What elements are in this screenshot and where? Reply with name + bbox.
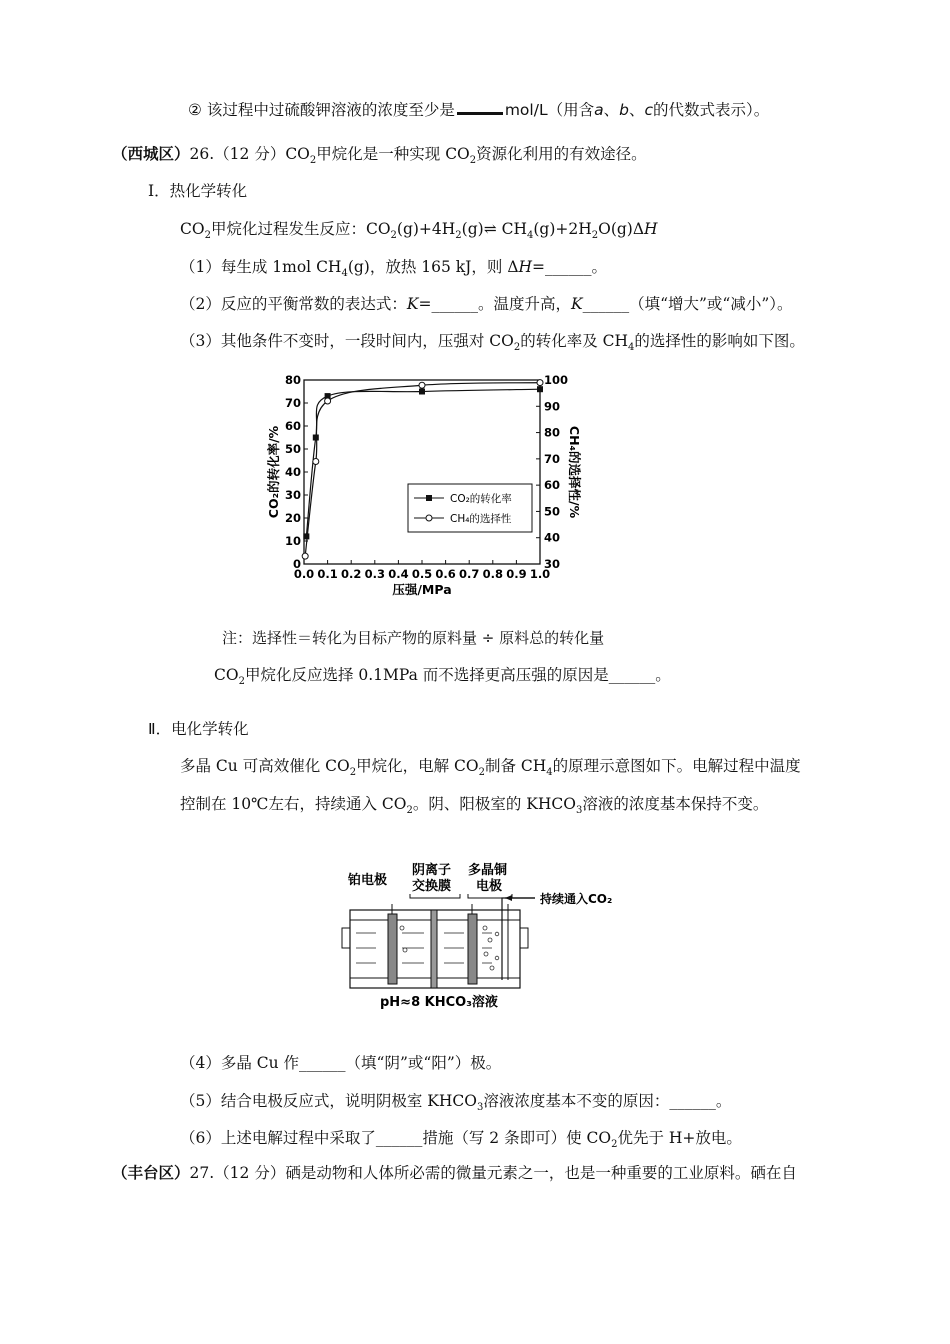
y-right-axis-label: CH₄的选择性/% — [567, 425, 582, 519]
pressure-chart — [262, 366, 602, 604]
label-solution: pH≈8 KHCO₃溶液 — [380, 995, 498, 1010]
y-left-tick-label: 0 — [292, 557, 301, 571]
y-right-tick-label: 100 — [544, 373, 569, 387]
intro-question-line: ② 该过程中过硫酸钾溶液的浓度至少是 mol/L（用含a、b、c的代数式表示）。 — [188, 101, 770, 119]
question-1: （1）每生成 1mol $CH_4(g)$，放热 165 kJ，则 ΔH=______。 — [180, 258, 608, 279]
electrolysis-cell-diagram — [340, 858, 640, 1018]
q27-heading: （丰台区）27.（12 分）硒是动物和人体所必需的微量元素之一，也是一种重要的工业原料。硒在自 — [112, 1163, 797, 1182]
x-tick-label: 0.8 — [482, 567, 503, 581]
question-6: （6）上述电解过程中采取了______措施（写 2 条即可）使 $CO_2$优先于 H+放电。 — [180, 1129, 742, 1150]
y-left-tick-label: 30 — [284, 488, 301, 502]
label-platinum-electrode: 铂电极 — [348, 873, 388, 888]
label-co2-inlet: 持续通入CO₂ — [540, 892, 613, 906]
ch4-selectivity-point — [302, 553, 308, 559]
y-right-tick-label: 80 — [544, 425, 561, 440]
electro-intro-line2: 控制在 10℃左右，持续通入 $CO_2$。阴、阳极室的 $KHCO_3$溶液的浓度基本保持不变。 — [180, 795, 769, 816]
ch4-selectivity-point — [325, 398, 331, 404]
q26-heading: （西城区）26.（12 分）$CO_2$甲烷化是一种实现 $CO_2$资源化利用的有效途径。 — [112, 144, 647, 166]
reaction-equation: $CO_2$甲烷化过程发生反应：$CO_2(g)+4H_2(g)\rightleftharpoons$ $CH_4(g)+2H_2O(g)\Delta H$ — [180, 220, 658, 241]
y-right-tick-label: 50 — [544, 504, 561, 519]
electro-intro-line1: 多晶 Cu 可高效催化 $CO_2$甲烷化，电解 $CO_2$制备 $CH_4$的原理示意图如下。电解过程中温度 — [180, 757, 801, 778]
selectivity-note: 注：选择性＝转化为目标产物的原料量 ÷ 原料总的转化量 — [222, 629, 605, 647]
legend-marker — [426, 495, 432, 501]
copper-electrode — [468, 914, 477, 984]
question-2: （2）反应的平衡常数的表达式：K=______。温度升高，K______（填“增大”或“减小”）。 — [180, 295, 793, 313]
y-right-tick-label: 90 — [544, 399, 561, 414]
y-left-tick-label: 70 — [284, 396, 301, 410]
x-tick-label: 0.1 — [317, 567, 338, 581]
legend-marker — [426, 515, 432, 521]
label-cu-2: 电极 — [476, 879, 503, 894]
y-left-tick-label: 80 — [284, 373, 301, 387]
legend-label: CH₄的选择性 — [450, 513, 512, 525]
x-tick-label: 0.6 — [435, 567, 456, 581]
answer-blank — [457, 102, 503, 115]
y-left-tick-label: 20 — [284, 511, 301, 525]
label-membrane-2: 交换膜 — [412, 879, 452, 894]
x-tick-label: 0.0 — [293, 567, 315, 581]
question-4: （4）多晶 Cu 作______（填“阴”或“阳”）极。 — [180, 1054, 502, 1072]
x-tick-label: 0.9 — [506, 567, 527, 581]
ch4-selectivity-point — [313, 458, 319, 464]
y-left-tick-label: 10 — [284, 534, 301, 548]
question-3-ask: $CO_2$甲烷化反应选择 0.1MPa 而不选择更高压强的原因是______。 — [214, 666, 671, 687]
co2-conversion-point — [537, 386, 543, 392]
x-tick-label: 1.0 — [529, 567, 551, 581]
y-left-tick-label: 50 — [284, 442, 301, 456]
ch4-selectivity-point — [537, 380, 543, 386]
y-right-tick-label: 60 — [544, 478, 561, 493]
label-cu-1: 多晶铜 — [468, 863, 508, 878]
y-right-tick-label: 40 — [544, 530, 561, 545]
label-membrane-1: 阴离子 — [412, 863, 452, 878]
question-3: （3）其他条件不变时，一段时间内，压强对 $CO_2$的转化率及 $CH_4$的选择性的影响如下图。 — [180, 332, 805, 353]
x-tick-label: 0.3 — [364, 567, 385, 581]
y-left-tick-label: 60 — [284, 419, 301, 433]
x-tick-label: 0.4 — [388, 567, 409, 581]
question-5: （5）结合电极反应式，说明阴极室 $KHCO_3$溶液浓度基本不变的原因：______。 — [180, 1092, 732, 1113]
x-tick-label: 0.5 — [411, 567, 433, 581]
co2-conversion-point — [419, 389, 425, 395]
y-left-axis-label: CO₂的转化率/% — [266, 425, 281, 519]
co2-conversion-point — [313, 435, 319, 441]
legend-label: CO₂的转化率 — [450, 493, 512, 505]
y-right-tick-label: 70 — [544, 451, 561, 466]
section-2-title: Ⅱ．电化学转化 — [148, 720, 249, 738]
x-tick-label: 0.7 — [459, 567, 480, 581]
section-1-title: Ⅰ．热化学转化 — [148, 182, 248, 200]
anion-exchange-membrane — [431, 910, 437, 988]
plot-frame — [304, 380, 540, 564]
x-tick-label: 0.2 — [341, 567, 362, 581]
x-axis-label: 压强/MPa — [392, 582, 452, 597]
platinum-electrode — [388, 914, 397, 984]
y-left-tick-label: 40 — [284, 465, 301, 479]
y-right-tick-label: 30 — [544, 557, 561, 571]
co2-conversion-point — [303, 533, 309, 539]
ch4-selectivity-point — [419, 382, 425, 388]
